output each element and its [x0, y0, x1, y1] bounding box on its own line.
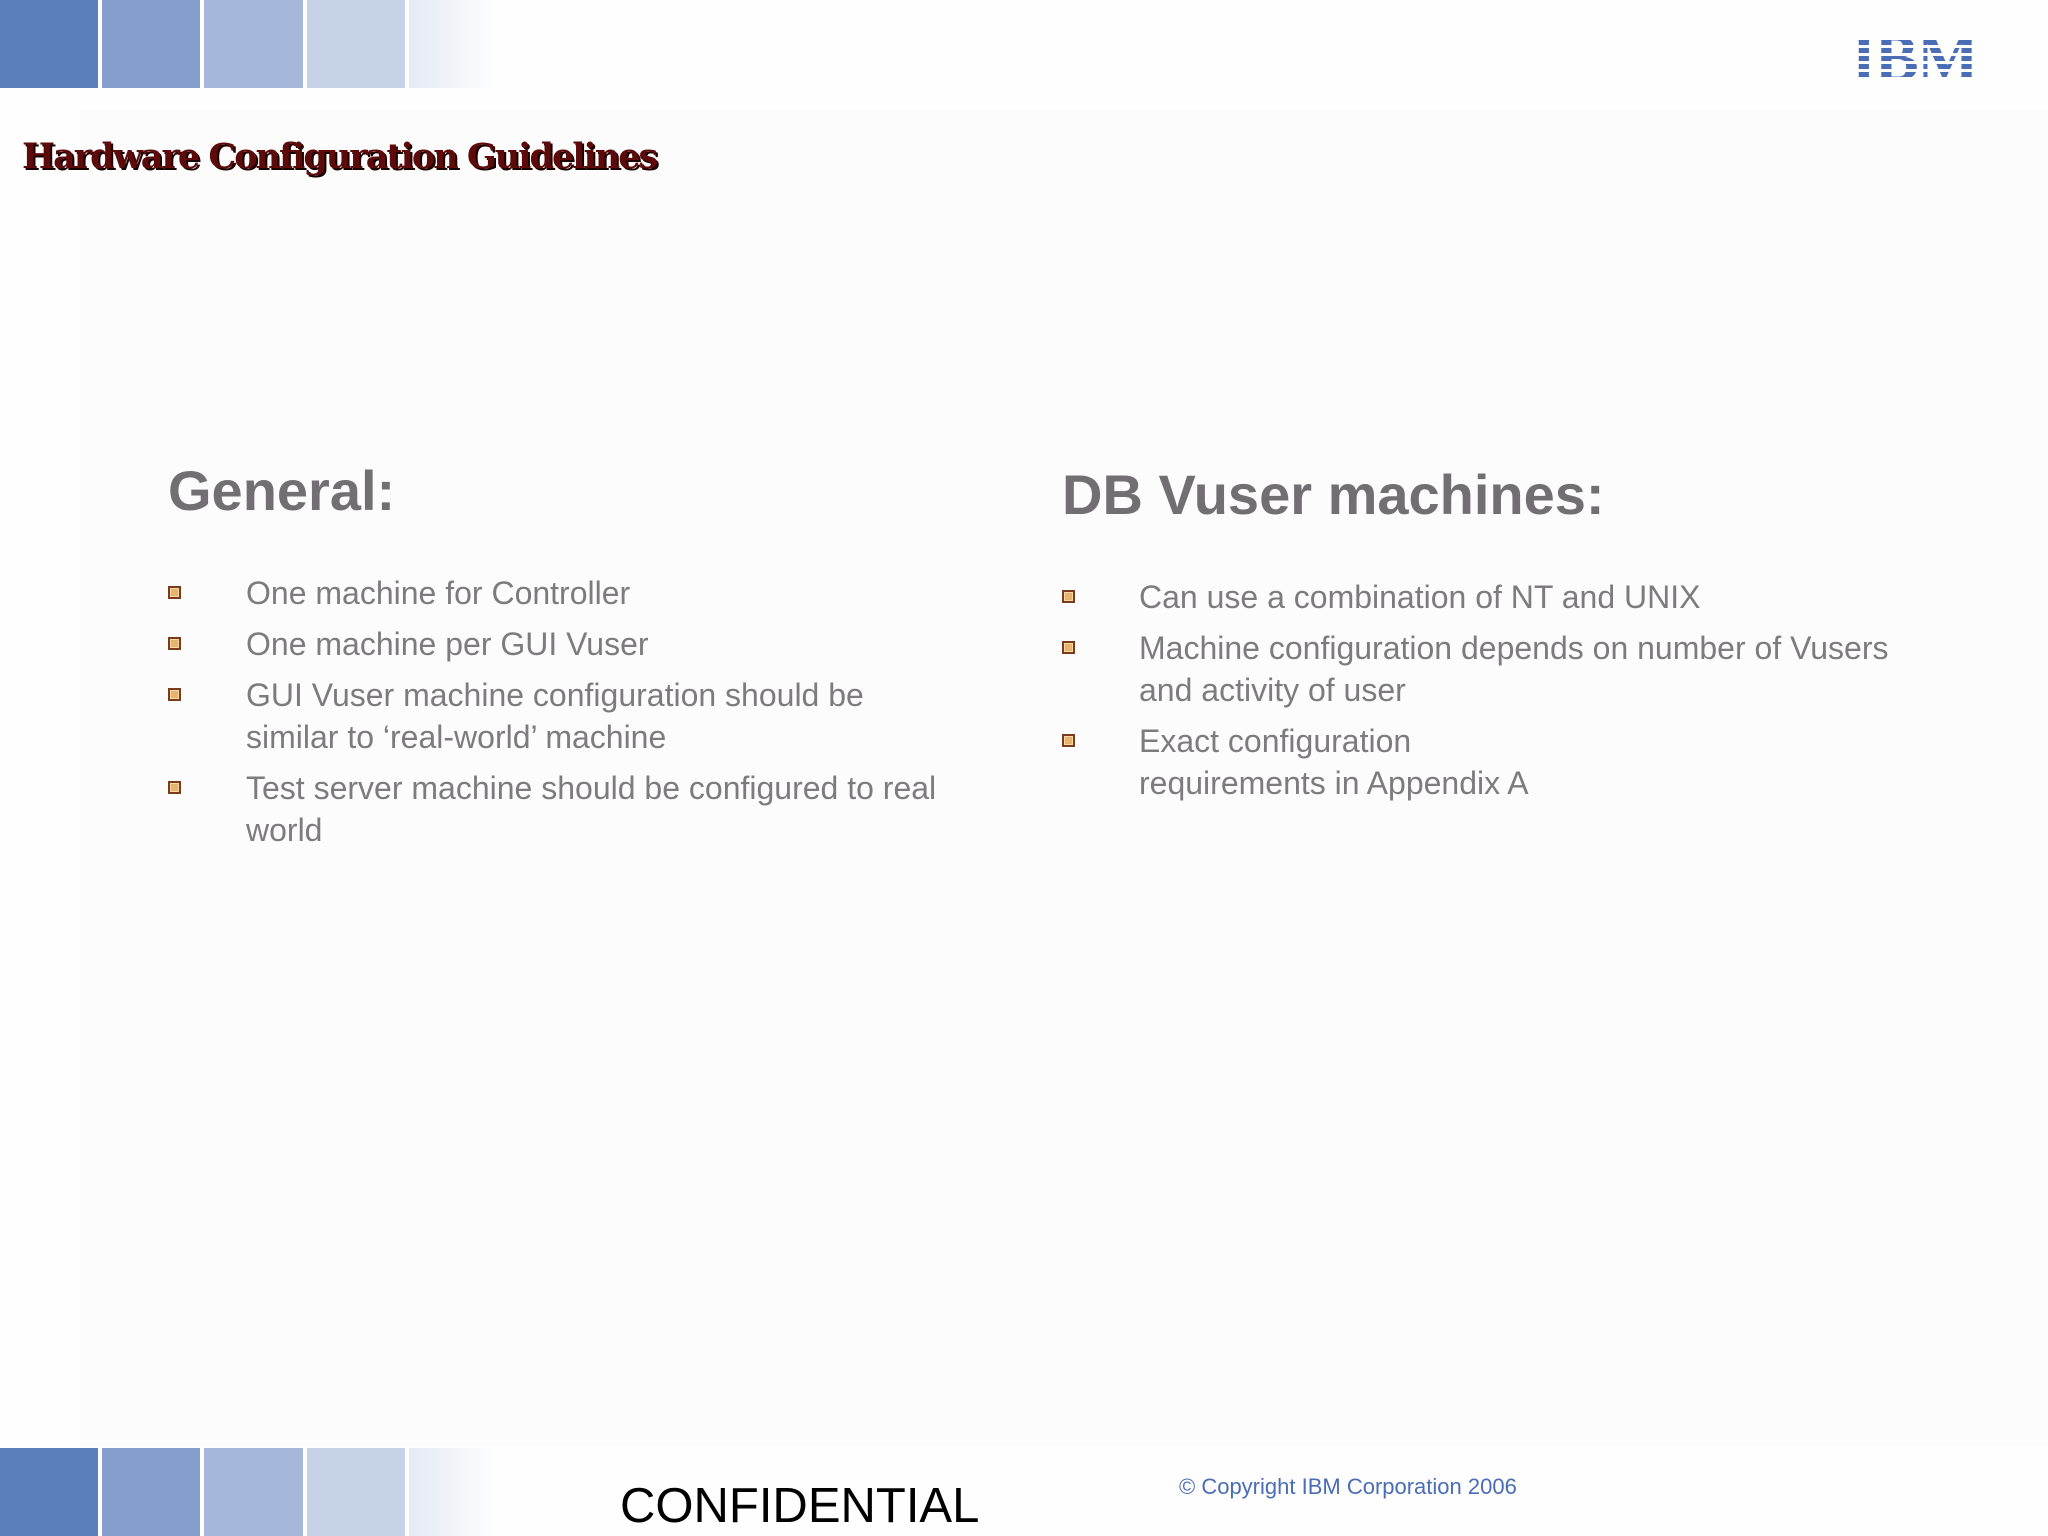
list-item-text: Test server machine should be configured to real world — [246, 769, 937, 848]
general-bullet-list — [168, 572, 948, 851]
list-item — [1062, 720, 1579, 804]
list-item-text: GUI Vuser machine configuration should be similar to ‘real-world’ machine — [246, 676, 864, 755]
square-bullet-icon — [168, 637, 181, 650]
list-item-text: Exact configuration requirements in Appendix A — [1139, 722, 1529, 801]
bottom-tile-band — [0, 1448, 500, 1536]
tile — [307, 1448, 405, 1536]
square-bullet-icon — [168, 688, 181, 701]
square-bullet-icon — [1062, 641, 1075, 654]
ibm-logo — [1844, 24, 1984, 91]
top-tile-band — [0, 0, 500, 88]
tile — [409, 1448, 496, 1536]
square-bullet-icon — [168, 781, 181, 794]
list-item — [168, 572, 948, 614]
list-item-text: One machine for Controller — [246, 574, 631, 611]
tile — [102, 1448, 200, 1536]
general-column — [168, 460, 948, 860]
tile — [204, 1448, 302, 1536]
square-bullet-icon — [1062, 734, 1075, 747]
list-item — [1062, 627, 1922, 711]
list-item — [168, 767, 948, 851]
list-item — [168, 674, 948, 758]
tile — [102, 0, 200, 88]
square-bullet-icon — [168, 586, 181, 599]
tile — [409, 0, 496, 88]
general-heading: General: — [168, 459, 396, 522]
tile — [0, 0, 98, 88]
db-vuser-heading: DB Vuser machines: — [1062, 463, 1605, 526]
db-vuser-bullet-list — [1062, 576, 1922, 804]
svg-text:IBM: IBM — [1851, 24, 1977, 86]
tile — [0, 1448, 98, 1536]
list-item-text: One machine per GUI Vuser — [246, 625, 649, 662]
tile — [204, 0, 302, 88]
db-vuser-column — [1062, 464, 1922, 813]
confidential-label: CONFIDENTIAL — [620, 1479, 980, 1533]
list-item-text: Can use a combination of NT and UNIX — [1139, 578, 1701, 615]
square-bullet-icon — [1062, 590, 1075, 603]
list-item — [168, 623, 948, 665]
copyright-notice: © Copyright IBM Corporation 2006 — [1179, 1474, 1517, 1499]
list-item — [1062, 576, 1922, 618]
list-item-text: Machine configuration depends on number of Vusers and activity of user — [1139, 629, 1889, 708]
tile — [307, 0, 405, 88]
slide-title: Hardware Configuration Guidelines — [22, 136, 657, 177]
